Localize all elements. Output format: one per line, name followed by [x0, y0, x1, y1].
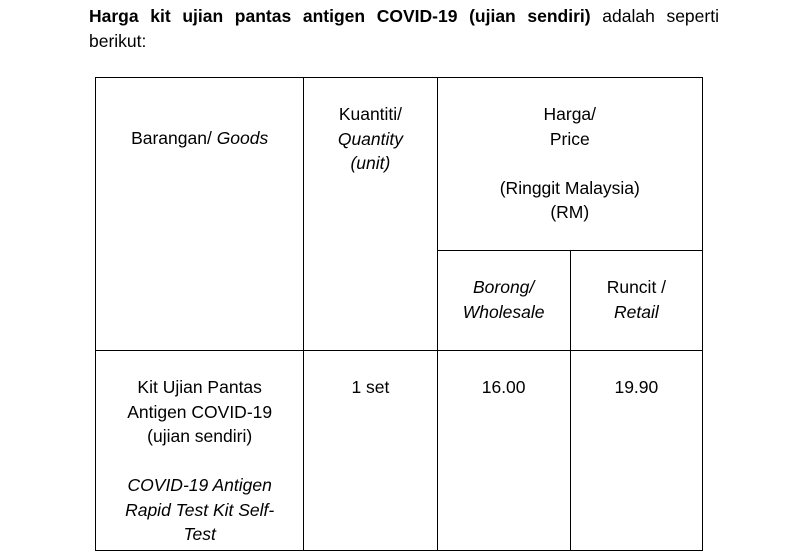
- goods-malay-line-2: Antigen COVID-19: [127, 401, 273, 422]
- goods-malay-line-1: Kit Ujian Pantas: [137, 377, 262, 397]
- goods-english-line-1: COVID-19 Antigen: [127, 475, 272, 495]
- header-quantity: [304, 78, 437, 351]
- header-quantity-unit: (unit): [350, 153, 391, 173]
- header-price-currency: (Ringgit Malaysia): [499, 177, 640, 198]
- goods-malay-line-3: (ujian sendiri): [147, 426, 253, 446]
- header-goods-malay: Barangan/: [131, 128, 217, 148]
- cell-retail: [570, 351, 702, 551]
- cell-wholesale: [437, 351, 570, 551]
- price-table: [95, 77, 703, 551]
- goods-english-line-3: Test: [183, 524, 216, 544]
- header-retail: [570, 251, 702, 351]
- intro-paragraph: [89, 4, 719, 54]
- header-retail-malay: Runcit /: [606, 277, 667, 297]
- header-quantity-english: Quantity: [337, 128, 404, 149]
- intro-rest-text: adalah seperti berikut:: [89, 6, 719, 51]
- header-goods: [96, 78, 304, 351]
- header-price: [437, 78, 702, 251]
- header-goods-english: Goods: [216, 128, 269, 148]
- header-price-english: Price: [549, 128, 590, 149]
- quantity-value: 1 set: [351, 377, 390, 397]
- header-quantity-malay: Kuantiti/: [338, 104, 403, 124]
- goods-english-line-2: Rapid Test Kit Self-: [125, 499, 275, 520]
- wholesale-price-value: 16.00: [481, 377, 526, 397]
- intro-bold-text: Harga kit ujian pantas antigen COVID-19 (ujian sendiri): [89, 6, 591, 26]
- header-wholesale-malay: Borong/: [472, 277, 535, 297]
- header-row-main: [96, 78, 703, 251]
- header-price-currency-code: (RM): [550, 202, 590, 222]
- header-price-malay: Harga/: [543, 104, 597, 124]
- header-wholesale: [437, 251, 570, 351]
- header-wholesale-english: Wholesale: [462, 301, 545, 322]
- header-retail-english: Retail: [613, 301, 659, 322]
- retail-price-value: 19.90: [614, 377, 659, 397]
- table-row: [96, 351, 703, 551]
- cell-goods: [96, 351, 304, 551]
- cell-quantity: [304, 351, 437, 551]
